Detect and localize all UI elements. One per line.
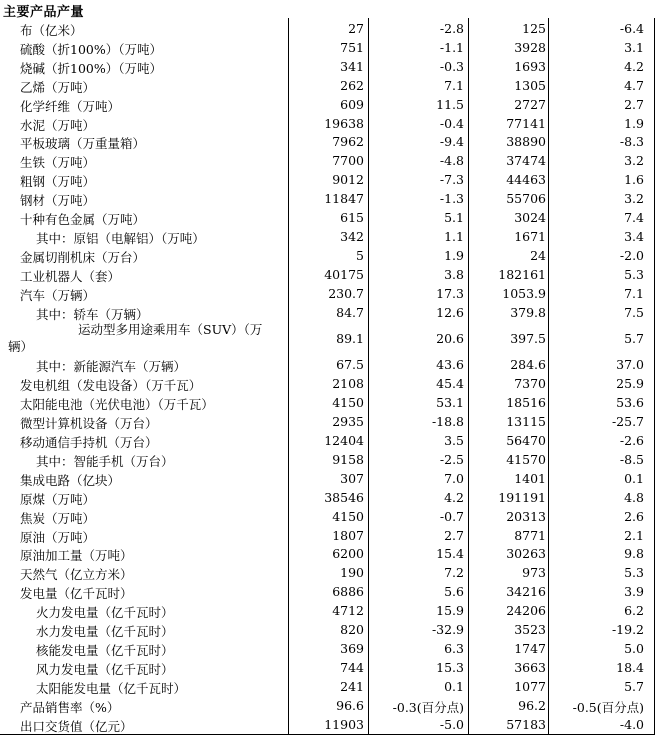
row-label: 其中：原铝（电解铝）（万吨） — [36, 230, 205, 246]
table-row — [0, 639, 655, 658]
cell-c3: 57183 — [506, 716, 546, 732]
cell-c4: 3.4 — [624, 228, 644, 244]
cell-c1: 230.7 — [328, 285, 364, 301]
row-label-line2: 辆） — [8, 339, 34, 355]
cell-c3: 77141 — [506, 115, 546, 131]
cell-c2: 11.5 — [436, 96, 464, 112]
table-row — [0, 227, 655, 246]
cell-c4: 0.1 — [624, 470, 644, 486]
cell-c3: 397.5 — [510, 331, 546, 347]
table-row — [0, 151, 655, 170]
row-label: 火力发电量（亿千瓦时） — [36, 605, 174, 621]
table-row — [0, 208, 655, 227]
row-label: 十种有色金属（万吨） — [20, 212, 146, 227]
cell-c1: 820 — [340, 622, 364, 637]
cell-c1: 84.7 — [336, 304, 364, 320]
cell-c1: 5 — [356, 247, 364, 263]
cell-c2: -4.8 — [439, 153, 464, 169]
cell-c4: 3.1 — [624, 39, 644, 55]
row-label: 太阳能电池（光伏电池）（万千瓦） — [20, 397, 214, 413]
cell-c3: 3663 — [514, 659, 546, 675]
cell-c1: 4712 — [332, 603, 364, 619]
cell-c2: 2.7 — [444, 527, 464, 543]
cell-c3: 1693 — [514, 58, 546, 74]
cell-c2: 3.5 — [444, 433, 464, 448]
table-row — [0, 469, 655, 488]
cell-c4: 7.4 — [624, 210, 644, 225]
table-row — [0, 715, 655, 734]
row-label: 水泥（万吨） — [20, 117, 96, 133]
row-label: 微型计算机设备（万台） — [20, 416, 158, 432]
table-row — [0, 19, 655, 38]
table-bottom-rule — [0, 734, 655, 735]
cell-c1: 751 — [340, 39, 364, 55]
table-row — [0, 265, 655, 284]
row-label: 出口交货值（亿元） — [20, 718, 133, 734]
row-label: 硫酸（折100%）（万吨） — [20, 41, 162, 57]
cell-c1: 96.6 — [336, 697, 364, 713]
cell-c2: -18.8 — [431, 414, 464, 430]
row-label: 金属切削机床（万台） — [20, 249, 146, 265]
cell-c1: 19638 — [324, 115, 364, 131]
row-label: 风力发电量（亿千瓦时） — [36, 661, 174, 677]
table-row — [0, 412, 655, 431]
row-label: 太阳能发电量（亿千瓦时） — [36, 680, 187, 696]
cell-c2: 7.0 — [444, 470, 464, 486]
row-label: 天然气（亿立方米） — [20, 567, 133, 583]
table-row — [0, 620, 655, 639]
row-label: 原油（万吨） — [20, 529, 96, 545]
row-label: 其中：轿车（万辆） — [36, 306, 149, 322]
row-label: 其中：智能手机（万台） — [36, 453, 174, 469]
table-row — [0, 38, 655, 57]
cell-c3: 1747 — [514, 640, 546, 656]
cell-c1: 2935 — [332, 414, 364, 430]
row-label: 化学纤维（万吨） — [20, 98, 121, 114]
cell-c3: 37474 — [506, 153, 546, 169]
cell-c3: 56470 — [506, 433, 546, 448]
table-row — [0, 450, 655, 469]
table-row — [0, 76, 655, 95]
cell-c1: 1807 — [332, 527, 364, 543]
column-divider — [548, 18, 549, 735]
row-label: 原油加工量（万吨） — [20, 548, 133, 564]
cell-c2: 0.1 — [444, 678, 464, 694]
table-row — [0, 189, 655, 208]
cell-c1: 342 — [340, 228, 364, 244]
table-row — [0, 431, 655, 450]
cell-c2: -1.3 — [439, 191, 464, 207]
cell-c1: 27 — [348, 21, 364, 36]
row-label: 焦炭（万吨） — [20, 510, 96, 526]
cell-c1: 6886 — [332, 584, 364, 600]
table-row — [0, 393, 655, 412]
cell-c2: -0.3(百分点) — [392, 699, 464, 715]
cell-c1: 9012 — [332, 172, 364, 188]
cell-c3: 3928 — [514, 39, 546, 55]
cell-c1: 11903 — [324, 716, 364, 732]
cell-c2: -2.8 — [439, 21, 464, 36]
cell-c1: 4150 — [332, 395, 364, 411]
cell-c1: 6200 — [332, 546, 364, 562]
row-label: 粗钢（万吨） — [20, 174, 96, 190]
cell-c4: 4.2 — [624, 58, 644, 74]
cell-c3: 18516 — [506, 395, 546, 411]
cell-c3: 13115 — [506, 414, 546, 430]
cell-c2: -7.3 — [439, 172, 464, 188]
cell-c3: 30263 — [506, 546, 546, 562]
cell-c4: 53.6 — [616, 395, 644, 411]
row-label: 集成电路（亿块） — [20, 472, 121, 488]
table-row — [0, 696, 655, 715]
row-label: 水力发电量（亿千瓦时） — [36, 624, 174, 639]
cell-c3: 55706 — [506, 191, 546, 207]
cell-c4: -19.2 — [611, 622, 644, 637]
cell-c3: 3024 — [514, 210, 546, 225]
cell-c3: 125 — [522, 21, 546, 36]
row-label: 发电机组（发电设备）（万千瓦） — [20, 378, 202, 394]
row-label: 汽车（万辆） — [20, 287, 96, 303]
cell-c4: 7.1 — [624, 285, 644, 301]
cell-c2: -2.5 — [439, 451, 464, 467]
cell-c1: 262 — [340, 77, 364, 93]
cell-c3: 182161 — [498, 266, 546, 282]
cell-c1: 9158 — [332, 451, 364, 467]
cell-c2: -32.9 — [431, 622, 464, 637]
cell-c1: 38546 — [324, 489, 364, 505]
cell-c4: 5.0 — [624, 640, 644, 656]
cell-c3: 24 — [530, 247, 546, 263]
table-row — [0, 284, 655, 303]
cell-c2: 53.1 — [436, 395, 464, 411]
row-label: 生铁（万吨） — [20, 155, 96, 171]
cell-c2: 15.3 — [436, 659, 464, 675]
column-divider — [368, 18, 369, 735]
cell-c1: 190 — [340, 565, 364, 581]
cell-c3: 34216 — [506, 584, 546, 600]
cell-c3: 1401 — [514, 470, 546, 486]
table-row — [0, 488, 655, 507]
cell-c4: -6.4 — [619, 21, 644, 36]
cell-c4: -4.0 — [619, 716, 644, 732]
cell-c4: 5.3 — [624, 565, 644, 581]
cell-c4: 2.1 — [624, 527, 644, 543]
cell-c4: -2.0 — [619, 247, 644, 263]
cell-c4: 25.9 — [616, 376, 644, 392]
cell-c4: 5.7 — [624, 678, 644, 694]
row-label: 产品销售率（%） — [20, 699, 120, 715]
cell-c2: 7.2 — [444, 565, 464, 581]
cell-c4: 18.4 — [616, 659, 644, 675]
cell-c2: 5.6 — [444, 584, 464, 600]
cell-c2: 45.4 — [436, 376, 464, 392]
cell-c3: 191191 — [498, 489, 546, 505]
row-label-line1: 运动型多用途乘用车（SUV）（万 — [78, 322, 263, 338]
row-label: 布（亿米） — [20, 23, 83, 38]
cell-c2: -9.4 — [439, 134, 464, 150]
cell-c1: 4150 — [332, 508, 364, 524]
cell-c3: 284.6 — [510, 357, 546, 373]
cell-c3: 8771 — [514, 527, 546, 543]
cell-c1: 7700 — [332, 153, 364, 169]
cell-c1: 11847 — [324, 191, 364, 207]
cell-c2: -0.4 — [439, 115, 464, 131]
cell-c4: 4.8 — [624, 489, 644, 505]
cell-c3: 2727 — [514, 96, 546, 112]
cell-c3: 41570 — [506, 451, 546, 467]
table-row — [0, 355, 655, 374]
cell-c4: 37.0 — [616, 357, 644, 373]
cell-c2: 1.1 — [444, 228, 464, 244]
cell-c2: 5.1 — [444, 210, 464, 225]
cell-c4: 4.7 — [624, 77, 644, 93]
table-row — [0, 114, 655, 133]
table-row — [0, 544, 655, 563]
cell-c4: -8.3 — [619, 134, 644, 150]
cell-c3: 3523 — [514, 622, 546, 637]
cell-c3: 7370 — [514, 376, 546, 392]
table-row — [0, 321, 655, 355]
column-divider — [468, 18, 469, 735]
cell-c1: 369 — [340, 640, 364, 656]
cell-c4: -8.5 — [619, 451, 644, 467]
row-label: 平板玻璃（万重量箱） — [20, 136, 146, 152]
table-row — [0, 95, 655, 114]
table-row — [0, 582, 655, 601]
cell-c2: 1.9 — [444, 247, 464, 263]
table-row — [0, 677, 655, 696]
cell-c1: 615 — [340, 210, 364, 225]
row-label: 移动通信手持机（万台） — [20, 435, 158, 450]
cell-c3: 1671 — [514, 228, 546, 244]
cell-c1: 12404 — [324, 433, 364, 448]
cell-c4: 7.5 — [624, 304, 644, 320]
cell-c3: 1305 — [514, 77, 546, 93]
cell-c4: 5.3 — [624, 266, 644, 282]
cell-c3: 38890 — [506, 134, 546, 150]
cell-c1: 307 — [340, 470, 364, 486]
cell-c3: 973 — [522, 565, 546, 581]
cell-c1: 241 — [340, 678, 364, 694]
row-label: 原煤（万吨） — [20, 491, 96, 507]
cell-c2: 6.3 — [444, 640, 464, 656]
cell-c1: 7962 — [332, 134, 364, 150]
cell-c4: 3.9 — [624, 584, 644, 600]
table-row — [0, 303, 655, 322]
row-label: 其中：新能源汽车（万辆） — [36, 359, 187, 375]
cell-c2: -0.3 — [439, 58, 464, 74]
cell-c4: 1.9 — [624, 115, 644, 131]
cell-c1: 609 — [340, 96, 364, 112]
table-row — [0, 563, 655, 582]
cell-c4: 5.7 — [624, 331, 644, 347]
cell-c2: -0.7 — [439, 508, 464, 524]
table-row — [0, 132, 655, 151]
cell-c4: -2.6 — [619, 433, 644, 448]
row-label: 发电量（亿千瓦时） — [20, 586, 133, 602]
row-label: 工业机器人（套） — [20, 268, 121, 284]
row-label — [8, 321, 262, 355]
cell-c2: 4.2 — [444, 489, 464, 505]
cell-c2: 17.3 — [436, 285, 464, 301]
cell-c2: 7.1 — [444, 77, 464, 93]
cell-c3: 1077 — [514, 678, 546, 694]
cell-c2: 3.8 — [444, 266, 464, 282]
cell-c4: -25.7 — [611, 414, 644, 430]
cell-c4: -0.5(百分点) — [572, 699, 644, 715]
row-label: 乙烯（万吨） — [20, 79, 96, 95]
table-row — [0, 526, 655, 545]
cell-c1: 341 — [340, 58, 364, 74]
cell-c2: 12.6 — [436, 304, 464, 320]
row-label: 烧碱（折100%）（万吨） — [20, 60, 162, 76]
cell-c3: 20313 — [506, 508, 546, 524]
table-row — [0, 57, 655, 76]
cell-c3: 24206 — [506, 603, 546, 619]
cell-c2: 15.4 — [436, 546, 464, 562]
cell-c1: 2108 — [332, 376, 364, 392]
cell-c1: 89.1 — [336, 331, 364, 347]
cell-c2: 15.9 — [436, 603, 464, 619]
table-title: 主要产品产量 — [3, 5, 85, 20]
cell-c2: 20.6 — [436, 331, 464, 347]
table-row — [0, 658, 655, 677]
column-divider — [288, 18, 289, 735]
cell-c4: 3.2 — [624, 191, 644, 207]
cell-c4: 2.6 — [624, 508, 644, 524]
cell-c1: 67.5 — [336, 357, 364, 373]
table-row — [0, 507, 655, 526]
cell-c4: 6.2 — [624, 603, 644, 619]
cell-c3: 379.8 — [510, 304, 546, 320]
cell-c3: 1053.9 — [502, 285, 546, 301]
row-label: 核能发电量（亿千瓦时） — [36, 642, 174, 658]
cell-c1: 744 — [340, 659, 364, 675]
cell-c2: 43.6 — [436, 357, 464, 373]
cell-c4: 1.6 — [624, 172, 644, 188]
cell-c2: -5.0 — [439, 716, 464, 732]
cell-c1: 40175 — [324, 266, 364, 282]
cell-c3: 44463 — [506, 172, 546, 188]
cell-c4: 2.7 — [624, 96, 644, 112]
table-row — [0, 601, 655, 620]
table-row — [0, 246, 655, 265]
cell-c4: 9.8 — [624, 546, 644, 562]
cell-c3: 96.2 — [518, 697, 546, 713]
table-row — [0, 374, 655, 393]
cell-c4: 3.2 — [624, 153, 644, 169]
table-row — [0, 170, 655, 189]
row-label: 钢材（万吨） — [20, 193, 96, 209]
cell-c2: -1.1 — [439, 39, 464, 55]
